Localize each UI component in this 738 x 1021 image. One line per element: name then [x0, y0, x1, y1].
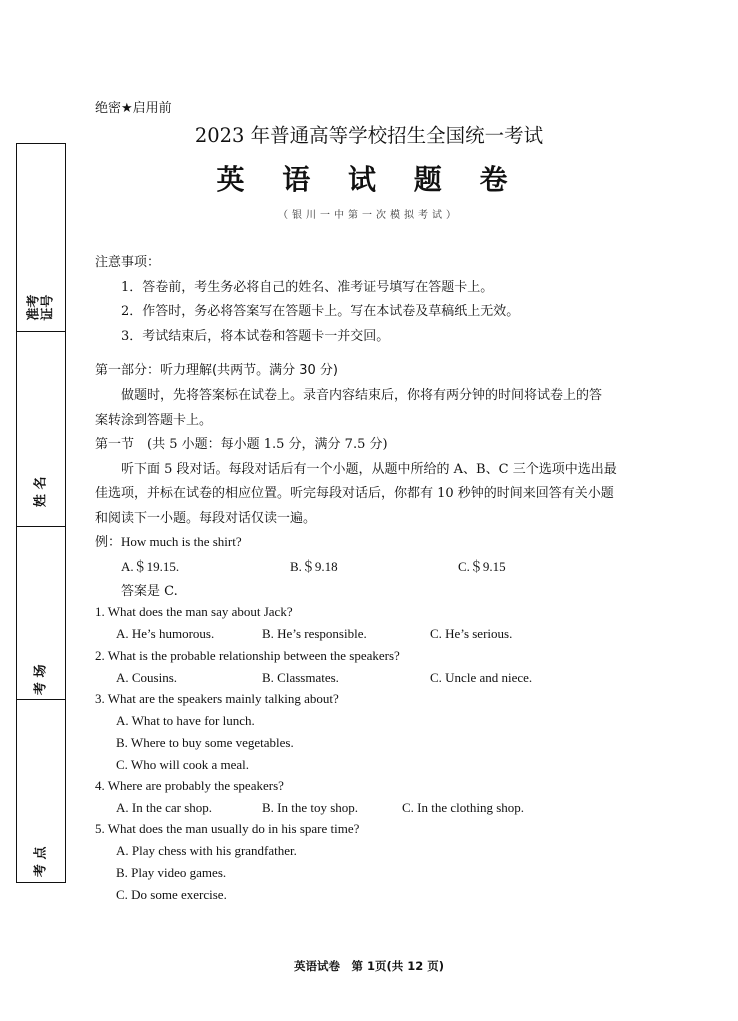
strip-label-exam-number	[17, 284, 65, 332]
strip-label-text: 考 场	[33, 664, 49, 696]
section1-instructions: 听下面 5 段对话。每段对话后有一个小题，从题中所给的 A、B、C 三个选项中选出最	[121, 462, 617, 477]
part1-intro: 案转涂到答题卡上。	[95, 413, 213, 428]
notice-heading: 注意事项：	[95, 255, 161, 270]
question-option: A. In the car shop.	[116, 800, 213, 815]
strip-divider	[17, 331, 65, 332]
strip-label-text: 姓 名	[33, 476, 49, 508]
strip-divider	[17, 526, 65, 527]
strip-label-name	[17, 474, 65, 510]
strip-label-text: 考 点	[33, 846, 49, 878]
page-footer: 英语试卷 第 1页(共 12 页)	[293, 959, 445, 973]
strip-divider	[17, 699, 65, 700]
section1-heading: 第一节 (共 5 小题：每小题 1.5 分，满分 7.5 分)	[95, 437, 388, 452]
question-option: A. He’s humorous.	[116, 626, 215, 641]
example-answer: 答案是 C.	[121, 584, 178, 599]
example-option: B.＄9.18	[290, 559, 338, 574]
question-option: A. Cousins.	[116, 670, 178, 685]
question-option: B. He’s responsible.	[262, 626, 367, 641]
binding-strip	[16, 143, 66, 883]
paper-subtitle: （银川一中第一次模拟考试）	[278, 210, 460, 221]
question-option: C. Who will cook a meal.	[116, 757, 249, 772]
question-option: B. Classmates.	[262, 670, 339, 685]
confidential-mark: 绝密★启用前	[95, 101, 172, 116]
example-question: 例：How much is the shirt?	[95, 534, 242, 549]
question-stem: 2. What is the probable relationship between the speakers?	[95, 648, 400, 663]
strip-label-site	[17, 844, 65, 880]
example-option: C.＄9.15	[458, 559, 506, 574]
question-stem: 5. What does the man usually do in his spare time?	[95, 821, 360, 836]
exam-title: 2023 年普通高等学校招生全国统一考试	[194, 124, 544, 147]
question-option: A. Play chess with his grandfather.	[116, 843, 297, 858]
part1-heading: 第一部分：听力理解(共两节。满分 30 分)	[95, 363, 338, 378]
strip-label-text: 准考 证号	[26, 294, 55, 322]
question-option: A. What to have for lunch.	[116, 713, 255, 728]
question-stem: 1. What does the man say about Jack?	[95, 604, 293, 619]
question-stem: 4. Where are probably the speakers?	[95, 778, 284, 793]
question-stem: 3. What are the speakers mainly talking about?	[95, 691, 339, 706]
paper-title: 英 语 试 题 卷	[216, 163, 522, 196]
question-option: C. He’s serious.	[430, 626, 513, 641]
section1-instructions: 佳选项，并标在试卷的相应位置。听完每段对话后，你都有 10 秒钟的时间来回答有关小题	[95, 486, 614, 501]
question-option: B. Where to buy some vegetables.	[116, 735, 294, 750]
question-option: B. Play video games.	[116, 865, 227, 880]
question-option: C. Do some exercise.	[116, 887, 227, 902]
notice-item: 2．作答时，务必将答案写在答题卡上。写在本试卷及草稿纸上无效。	[121, 304, 520, 319]
notice-item: 1．答卷前，考生务必将自己的姓名、准考证号填写在答题卡上。	[121, 280, 494, 295]
section1-instructions: 和阅读下一小题。每段对话仅读一遍。	[95, 511, 317, 526]
question-option: B. In the toy shop.	[262, 800, 359, 815]
notice-item: 3．考试结束后，将本试卷和答题卡一并交回。	[121, 329, 390, 344]
question-option: C. In the clothing shop.	[402, 800, 525, 815]
strip-label-room	[17, 662, 65, 698]
question-option: C. Uncle and niece.	[430, 670, 533, 685]
part1-intro: 做题时，先将答案标在试卷上。录音内容结束后，你将有两分钟的时间将试卷上的答	[121, 388, 603, 403]
example-option: A.＄19.15.	[121, 559, 180, 574]
